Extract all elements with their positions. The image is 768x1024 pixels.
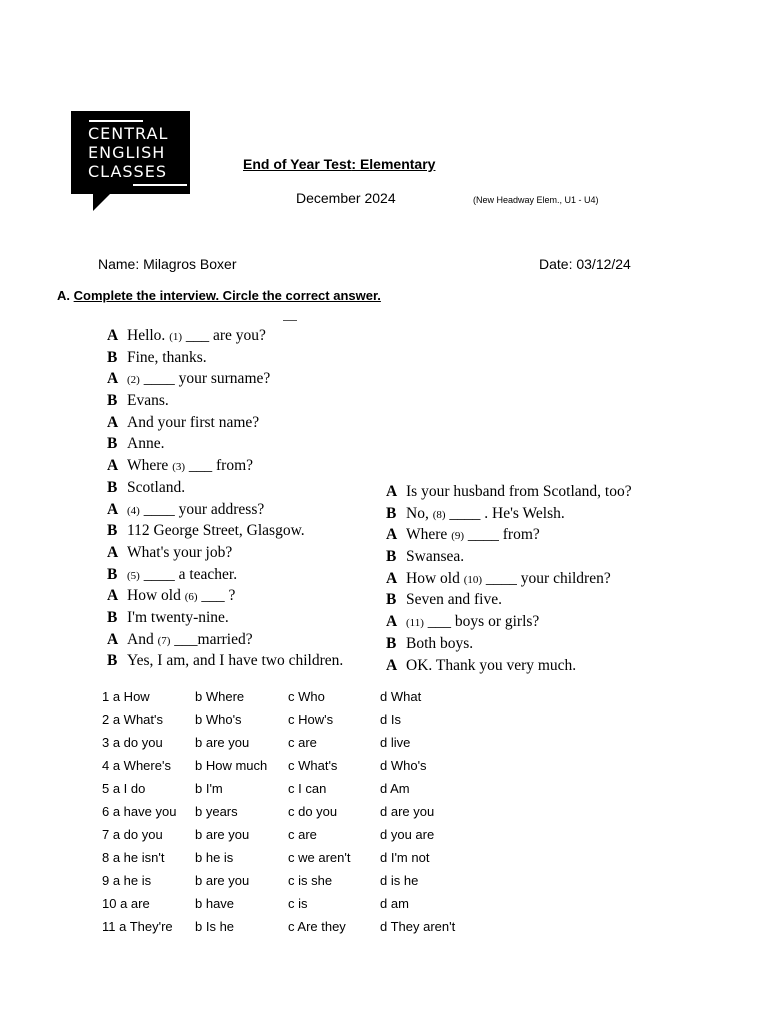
speaker-label: A [107,370,119,388]
gap-number: (6) [184,591,198,604]
logo-speech-tail [93,193,111,211]
choice-option-a[interactable]: 7 a do you [102,827,163,842]
dialogue-text: I'm twenty-nine. [127,608,229,626]
dialogue-line [107,564,343,586]
speaker-label: B [107,608,118,626]
choice-option-c[interactable]: c is [288,896,308,911]
test-title-prefix: End of Year Test [243,156,352,172]
choice-option-b[interactable]: b Where [195,689,245,704]
choice-option-a[interactable]: 8 a he isn't [102,850,165,865]
dialogue-line [107,650,343,672]
dialogue-text: Scotland. [127,478,186,496]
dialogue-line [107,477,343,499]
dialogue-text: Fine, thanks. [127,348,207,366]
dialogue-line [386,589,632,611]
gap-number: (9) [451,530,465,543]
dialogue-text: 112 George Street, Glasgow. [127,522,305,540]
student-date: Date: 03/12/24 [539,256,631,272]
logo-word-3: CLASSES [88,162,167,181]
choice-option-a[interactable]: 3 a do you [102,735,163,750]
choice-option-a[interactable]: 2 a What's [102,712,164,727]
speaker-label: A [107,630,119,648]
test-title-suffix: : Elementary [351,156,436,172]
dialogue-line [107,412,343,434]
dialogue-text: Hello. [127,327,170,344]
choice-option-a[interactable]: 1 a How [102,689,150,704]
dialogue-line [107,585,343,607]
choice-option-a[interactable]: 5 a I do [102,781,146,796]
speaker-label: A [386,526,398,544]
speaker-label: A [107,587,119,605]
dialogue-line [386,503,632,525]
speaker-label: B [386,504,397,522]
dialogue-text: Where [127,457,173,475]
dialogue-text: ____ . He's Welsh. [445,504,565,522]
choice-option-d[interactable]: d What [380,689,422,704]
dialogue-line [386,655,632,677]
dialogue-right-column [386,481,632,676]
dialogue-line [107,542,343,564]
dialogue-text: ___ from? [185,457,254,475]
dialogue-line [386,546,632,568]
dialogue-text: OK. Thank you very much. [406,656,577,674]
dialogue-line [107,347,343,369]
dialogue-line [107,629,343,651]
choice-option-a[interactable]: 11 a They're [102,919,173,934]
dialogue-text: Where [406,526,452,544]
dialogue-text: Yes, I am, and I have two children. [127,652,344,670]
central-english-classes-logo [71,111,190,194]
dialogue-text: ____ your children? [482,569,611,587]
choice-option-b[interactable]: b Who's [195,712,242,727]
choice-option-c[interactable]: c How's [288,712,334,727]
gap-number: (2) [127,374,140,387]
choice-option-d[interactable]: d Who's [380,758,427,773]
dialogue-line [107,433,343,455]
dialogue-text: How old [127,587,185,605]
dialogue-text: ____ from? [464,526,540,544]
choice-option-c[interactable]: c we aren't [288,850,351,865]
section-a-letter: A. [57,288,70,303]
choice-option-b[interactable]: b he is [195,850,234,865]
speaker-label: B [107,652,118,670]
dialogue-line [107,499,343,521]
speaker-label: B [386,548,397,566]
speaker-label: A [107,500,119,518]
choice-option-a[interactable]: 4 a Where's [102,758,171,773]
dialogue-text: ____ your surname? [139,370,271,388]
speaker-label: A [386,613,398,631]
logo-word-1: CENTRAL [88,124,169,143]
dialogue-text: And [127,630,158,648]
dialogue-left-column [107,325,343,672]
choice-option-a[interactable]: 9 a he is [102,873,152,888]
gap-number: (1) [169,331,183,343]
speaker-label: A [386,569,398,587]
speaker-label: B [386,591,397,609]
choice-option-b[interactable]: b How much [195,758,268,773]
dialogue-text: Both boys. [406,634,474,652]
dialogue-text: ____ your address? [139,500,265,518]
answer-choices [102,689,522,949]
dialogue-text: ___ boys or girls? [423,613,540,631]
choice-option-c[interactable]: c are [288,827,317,842]
speaker-label: B [386,634,397,652]
choice-option-a[interactable]: 10 a are [102,896,150,911]
choice-option-c[interactable]: c is she [288,873,333,888]
speaker-label: A [107,327,119,344]
speaker-label: B [107,348,118,366]
choice-option-b[interactable]: b are you [195,827,250,842]
choice-option-b[interactable]: b have [195,896,235,911]
dialogue-line [107,607,343,629]
choice-option-c[interactable]: c Are they [288,919,346,934]
dialogue-line [386,568,632,590]
gap-number: (10) [463,573,483,586]
dialogue-line [107,390,343,412]
dialogue-line [386,633,632,655]
choice-option-d[interactable]: d is he [380,873,419,888]
dialogue-line [386,481,632,503]
gap-number: (4) [127,504,140,517]
dialogue-line [107,325,343,347]
speaker-label: B [107,565,118,583]
dialogue-line [107,520,343,542]
speaker-label: B [107,435,118,453]
choice-option-c[interactable]: c are [288,735,317,750]
speaker-label: A [107,457,119,475]
dialogue-line [386,611,632,633]
dialogue-text: Is your husband from Scotland, too? [406,483,632,500]
speaker-label: A [386,656,398,674]
choice-option-d[interactable]: d Is [380,712,401,727]
dialogue-text: No, [406,504,433,522]
choice-option-d[interactable]: d am [380,896,409,911]
choice-option-b[interactable]: b years [195,804,238,819]
choice-option-b[interactable]: b I'm [195,781,223,796]
book-note: (New Headway Elem., U1 - U4) [473,195,599,205]
dialogue-text: And your first name? [127,413,260,431]
dialogue-text: ___ ? [197,587,236,605]
test-title [243,156,435,172]
speaker-label: B [107,392,118,410]
choice-option-b[interactable]: b are you [195,735,250,750]
choice-option-c[interactable]: c do you [288,804,338,819]
speaker-label: B [107,478,118,496]
dialogue-text: Evans. [127,392,169,410]
gap-number: (8) [432,508,446,521]
speaker-label: A [107,543,119,561]
choice-option-d[interactable]: d are you [380,804,435,819]
speaker-label: A [386,483,398,500]
logo-word-2: ENGLISH [88,143,166,162]
dialogue-text: ____ a teacher. [139,565,238,583]
choice-option-b[interactable]: b Is he [195,919,235,934]
logo-top-rule [89,120,143,122]
speaker-label: A [107,413,119,431]
logo-bottom-rule [133,184,187,186]
student-name: Name: Milagros Boxer [98,256,237,272]
dialogue-line [107,455,343,477]
choice-option-d[interactable]: d Am [380,781,410,796]
choice-option-a[interactable]: 6 a have you [102,804,177,819]
dialogue-line [107,368,343,390]
choice-option-d[interactable]: d I'm not [380,850,430,865]
choice-option-b[interactable]: b are you [195,873,250,888]
choice-option-d[interactable]: d live [380,735,411,750]
dialogue-line [386,524,632,546]
gap-number: (5) [127,569,140,582]
dialogue-text: Seven and five. [406,591,502,609]
test-date: December 2024 [296,190,396,206]
choice-option-c[interactable]: c What's [288,758,338,773]
section-a-instruction: Complete the interview. Circle the correct answer. [73,288,381,303]
dialogue-text: What's your job? [127,543,233,561]
choice-option-d[interactable]: d you are [380,827,435,842]
dialogue-text: Swansea. [406,548,465,566]
dialogue-dash [283,320,297,321]
dialogue-text: Anne. [127,435,165,453]
dialogue-text: ___married? [170,630,253,648]
dialogue-text: How old [406,569,464,587]
speaker-label: B [107,522,118,540]
gap-number: (3) [172,461,186,474]
dialogue-text: ___ are you? [182,327,266,344]
gap-number: (7) [157,634,171,647]
choice-option-d[interactable]: d They aren't [380,919,456,934]
gap-number: (11) [406,617,424,630]
choice-option-c[interactable]: c I can [288,781,327,796]
section-a-heading [57,288,381,303]
choice-option-c[interactable]: c Who [288,689,325,704]
